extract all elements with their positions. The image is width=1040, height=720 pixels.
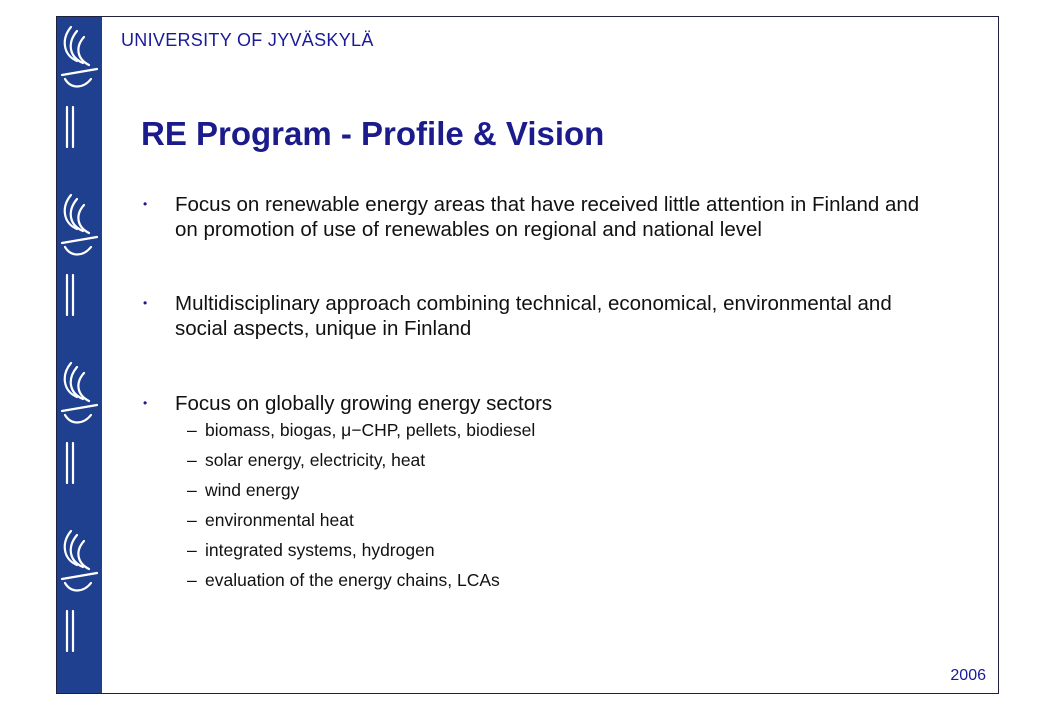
sub-bullet-text: wind energy: [205, 480, 300, 500]
bullet-item: [141, 192, 941, 242]
slide-content: [141, 192, 941, 590]
sub-bullet-text: biomass, biogas, μ−CHP, pellets, biodiesel: [205, 420, 536, 440]
sub-bullet-item: [141, 480, 941, 500]
slide-title: RE Program - Profile & Vision: [141, 115, 605, 152]
sub-bullet-item: [141, 450, 941, 470]
sub-bullet-item: [141, 420, 941, 440]
bullet-icon: •: [143, 197, 148, 211]
sub-bullet-item: [141, 540, 941, 560]
bullet-icon: •: [143, 396, 148, 410]
bullet-text: Multidisciplinary approach combining technical, economical, environmental and social aspects, unique in Finland: [175, 292, 892, 340]
university-name: UNIVERSITY OF JYVÄSKYLÄ: [121, 30, 374, 50]
sub-bullet-text: evaluation of the energy chains, LCAs: [205, 570, 500, 590]
torch-logo-icon: [57, 17, 102, 693]
sub-bullet-text: solar energy, electricity, heat: [205, 450, 426, 470]
bullet-text: Focus on renewable energy areas that have received little attention in Finland and on promotion of use of renewables on regional and national level: [175, 193, 920, 241]
dash-icon: –: [187, 480, 197, 500]
dash-icon: –: [187, 420, 197, 440]
university-logo-band: [57, 17, 102, 693]
bullet-item: [141, 291, 941, 341]
sub-bullet-text: environmental heat: [205, 510, 354, 530]
dash-icon: –: [187, 510, 197, 530]
footer-year: 2006: [950, 667, 986, 684]
dash-icon: –: [187, 540, 197, 560]
dash-icon: –: [187, 570, 197, 590]
bullet-item: [141, 391, 941, 416]
slide: [56, 16, 999, 694]
sub-bullet-text: integrated systems, hydrogen: [205, 540, 435, 560]
sub-bullet-item: [141, 570, 941, 590]
sub-bullet-list: [141, 420, 941, 590]
dash-icon: –: [187, 450, 197, 470]
bullet-text: Focus on globally growing energy sectors: [175, 392, 553, 415]
sub-bullet-item: [141, 510, 941, 530]
bullet-icon: •: [143, 296, 148, 310]
